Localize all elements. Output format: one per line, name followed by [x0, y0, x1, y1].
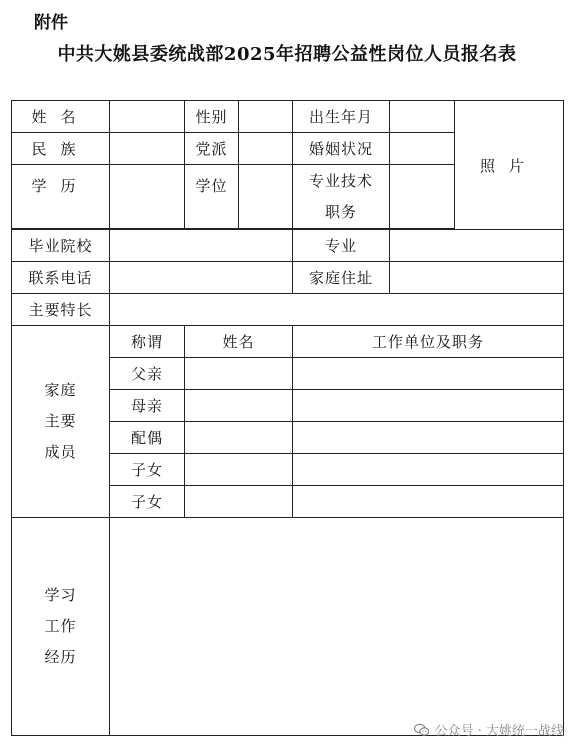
- label-address: 家庭住址: [293, 262, 390, 294]
- family-work-cell[interactable]: [293, 454, 564, 486]
- value-specialty[interactable]: [110, 294, 564, 326]
- value-phone[interactable]: [110, 262, 293, 294]
- value-name[interactable]: [110, 101, 185, 133]
- family-work-cell[interactable]: [293, 390, 564, 422]
- family-name-cell[interactable]: [185, 390, 293, 422]
- family-work-cell[interactable]: [293, 358, 564, 390]
- family-relation: 配偶: [110, 422, 185, 454]
- label-family-members: 家庭 主要 成员: [12, 326, 110, 518]
- label-school: 毕业院校: [12, 230, 110, 262]
- family-name-cell[interactable]: [185, 358, 293, 390]
- value-professional-title[interactable]: [390, 165, 455, 229]
- family-work-cell[interactable]: [293, 422, 564, 454]
- registration-form-table: [11, 100, 564, 736]
- attachment-label: 附件: [34, 13, 68, 33]
- family-header-name: 姓名: [185, 326, 293, 358]
- label-major: 专业: [293, 230, 390, 262]
- label-education: 学历: [12, 165, 110, 229]
- value-gender[interactable]: [239, 101, 293, 133]
- value-ethnicity[interactable]: [110, 133, 185, 165]
- family-relation: 子女: [110, 454, 185, 486]
- family-name-cell[interactable]: [185, 454, 293, 486]
- value-education[interactable]: [110, 165, 185, 229]
- label-degree: 学位: [185, 165, 239, 229]
- label-marital: 婚姻状况: [293, 133, 390, 165]
- photo-box[interactable]: 照片: [455, 101, 564, 230]
- value-degree[interactable]: [239, 165, 293, 229]
- value-marital[interactable]: [390, 133, 455, 165]
- label-birth: 出生年月: [293, 101, 390, 133]
- family-relation: 母亲: [110, 390, 185, 422]
- value-school[interactable]: [110, 230, 293, 262]
- family-name-cell[interactable]: [185, 486, 293, 518]
- label-party: 党派: [185, 133, 239, 165]
- value-birth[interactable]: [390, 101, 455, 133]
- label-professional-title: 专业技术 职务: [293, 165, 390, 229]
- value-major[interactable]: [390, 230, 564, 262]
- value-party[interactable]: [239, 133, 293, 165]
- label-study-work-history: 学习 工作 经历: [12, 518, 110, 736]
- family-name-cell[interactable]: [185, 422, 293, 454]
- family-header-relation: 称谓: [110, 326, 185, 358]
- family-work-cell[interactable]: [293, 486, 564, 518]
- form-title: 中共大姚县委统战部2025年招聘公益性岗位人员报名表: [57, 44, 517, 65]
- value-address[interactable]: [390, 262, 564, 294]
- value-study-work-history[interactable]: [110, 518, 564, 736]
- label-specialty: 主要特长: [12, 294, 110, 326]
- label-name: 姓名: [12, 101, 110, 133]
- family-relation: 父亲: [110, 358, 185, 390]
- watermark-text: 公众号 · 大姚统一战线: [434, 724, 564, 739]
- label-phone: 联系电话: [12, 262, 110, 294]
- family-relation: 子女: [110, 486, 185, 518]
- label-ethnicity: 民族: [12, 133, 110, 165]
- family-header-work: 工作单位及职务: [293, 326, 564, 358]
- watermark: [413, 720, 564, 739]
- wechat-icon: [413, 721, 431, 739]
- label-gender: 性别: [185, 101, 239, 133]
